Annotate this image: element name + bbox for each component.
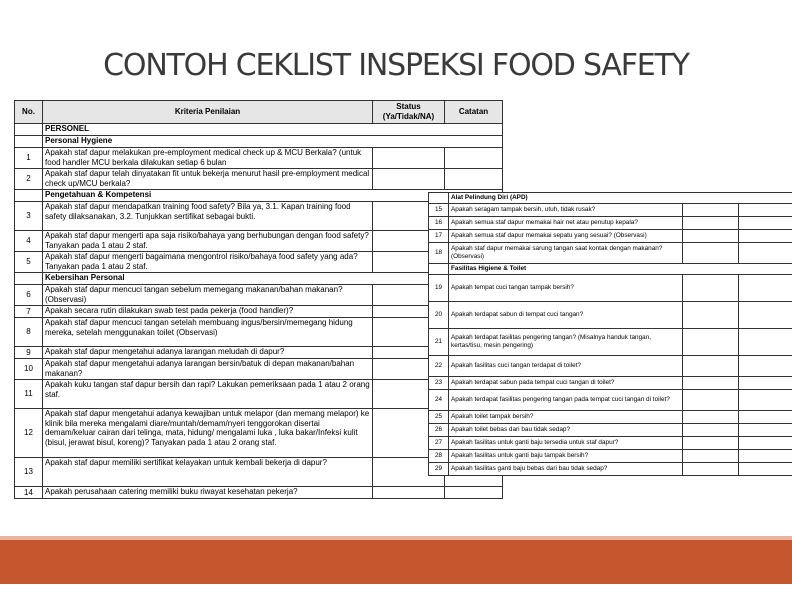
row-no: 12 <box>15 409 43 458</box>
row-text: Apakah fasilitas cuci tangan terdapat di toilet? <box>449 356 683 377</box>
table-header-row <box>15 101 503 124</box>
row-text: Apakah staf dapur mengetahui adanya kewajiban untuk melapor (dan memang melapor) ke klinik bila mereka mengalami diare/muntah/demam/nyeri tenggorokan disertai demam/keluar cairan dari telinga, mata, hidung/ mengalami luka , luka bakar/Infeksi kulit (bisul, jerawat bisul, koreng)? Tanyakan pada 1 atau 2 orang staf. <box>43 409 373 458</box>
section-row <box>429 264 792 275</box>
header-kriteria: Kriteria Penilaian <box>43 101 373 124</box>
row-no: 22 <box>429 356 449 377</box>
row-text: Apakah staf dapur mengerti bagaimana mengontrol risiko/bahaya food safety yang ada? Tanyakan pada 1 atau 2 staf. <box>43 252 373 273</box>
catatan-cell[interactable] <box>445 487 503 499</box>
status-cell[interactable] <box>683 204 739 217</box>
checklist-table-apd-fasilitas <box>428 192 792 476</box>
row-text: Apakah fasilitas untuk ganti baju tersedia untuk staf dapur? <box>449 437 683 450</box>
catatan-cell[interactable] <box>739 390 792 411</box>
section-pengetahuan: Pengetahuan & Kompetensi <box>43 190 503 202</box>
status-cell[interactable] <box>683 275 739 302</box>
row-text: Apakah perusahaan catering memiliki buku riwayat kesehatan pekerja? <box>43 487 373 499</box>
table-row <box>429 356 792 377</box>
row-text: Apakah terdapat fasilitas pengering tangan? (Misalnya handuk tangan, kertas/tisu, mesin pengering) <box>449 329 683 356</box>
row-no: 7 <box>15 306 43 318</box>
table-row <box>429 204 792 217</box>
row-text: Apakah tempat cuci tangan tampak bersih? <box>449 275 683 302</box>
row-text: Apakah terdapat sabun pada tempat cuci tangan di toilet? <box>449 377 683 390</box>
section-kebersihan: Kebersihan Personal <box>43 273 503 285</box>
row-no: 21 <box>429 329 449 356</box>
catatan-cell[interactable] <box>739 230 792 243</box>
status-cell[interactable] <box>683 243 739 264</box>
row-text: Apakah kuku tangan staf dapur bersih dan rapi? Lakukan pemeriksaan pada 1 atau 2 orang staf. <box>43 380 373 409</box>
section-fasilitas: Fasilitas Higiene & Toilet <box>449 264 792 275</box>
status-cell[interactable] <box>683 411 739 424</box>
table-row <box>429 217 792 230</box>
section-apd: Alat Pelindung Diri (APD) <box>449 193 792 204</box>
row-no: 6 <box>15 285 43 306</box>
row-no: 3 <box>15 202 43 231</box>
row-no: 17 <box>429 230 449 243</box>
row-no: 4 <box>15 231 43 252</box>
table-row <box>429 329 792 356</box>
row-text: Apakah seragam tampak bersih, utuh, tidak rusak? <box>449 204 683 217</box>
table-row <box>429 437 792 450</box>
row-text: Apakah toilet tampak bersih? <box>449 411 683 424</box>
table-row <box>429 411 792 424</box>
row-text: Apakah staf dapur melakukan pre-employment medical check up & MCU Berkala? (untuk food handler MCU berkala dilakukan setiap 6 bulan <box>43 148 373 169</box>
status-cell[interactable] <box>683 377 739 390</box>
catatan-cell[interactable] <box>739 377 792 390</box>
row-no: 5 <box>15 252 43 273</box>
row-text: Apakah fasilitas untuk ganti baju tampak bersih? <box>449 450 683 463</box>
row-no: 15 <box>429 204 449 217</box>
section-personel: PERSONEL <box>43 124 503 136</box>
table-row <box>15 487 503 499</box>
status-cell[interactable] <box>683 463 739 476</box>
header-catatan: Catatan <box>445 101 503 124</box>
status-cell[interactable] <box>683 450 739 463</box>
catatan-cell[interactable] <box>739 437 792 450</box>
status-cell[interactable] <box>373 169 445 190</box>
row-text: Apakah semua staf dapur memakai sepatu yang sesuai? (Observasi) <box>449 230 683 243</box>
row-no: 25 <box>429 411 449 424</box>
catatan-cell[interactable] <box>739 463 792 476</box>
row-no: 18 <box>429 243 449 264</box>
catatan-cell[interactable] <box>445 169 503 190</box>
row-text: Apakah staf dapur mencuci tangan sebelum memegang makanan/bahan makanan? (Observasi) <box>43 285 373 306</box>
row-no: 28 <box>429 450 449 463</box>
table-row <box>15 169 503 190</box>
row-no: 14 <box>15 487 43 499</box>
catatan-cell[interactable] <box>739 217 792 230</box>
catatan-cell[interactable] <box>739 204 792 217</box>
row-text: Apakah toilet bebas dari bau tidak sedap? <box>449 424 683 437</box>
catatan-cell[interactable] <box>739 243 792 264</box>
status-cell[interactable] <box>683 329 739 356</box>
row-no: 11 <box>15 380 43 409</box>
table-row <box>429 450 792 463</box>
row-no: 2 <box>15 169 43 190</box>
row-text: Apakah semua staf dapur memakai hair net atau penutup kepala? <box>449 217 683 230</box>
row-text: Apakah terdapat sabun di tempat cuci tangan? <box>449 302 683 329</box>
header-status: Status (Ya/Tidak/NA) <box>373 101 445 124</box>
row-no: 19 <box>429 275 449 302</box>
row-text: Apakah staf dapur mendapatkan training food safety? Bila ya, 3.1. Kapan training food safety dilaksanakan, 3.2. Tunjukkan sertifikat sebagai bukti. <box>43 202 373 231</box>
row-no: 26 <box>429 424 449 437</box>
table-row <box>429 243 792 264</box>
catatan-cell[interactable] <box>739 411 792 424</box>
row-text: Apakah staf dapur telah dinyatakan fit untuk bekerja menurut hasil pre-employment medical check up/MCU berkala? <box>43 169 373 190</box>
table-row <box>429 377 792 390</box>
table-row <box>15 148 503 169</box>
table-row <box>429 390 792 411</box>
section-row <box>15 124 503 136</box>
section-hygiene: Personal Hygiene <box>43 136 503 148</box>
slide-title: CONTOH CEKLIST INSPEKSI FOOD SAFETY <box>103 48 689 83</box>
table-row <box>429 463 792 476</box>
table-row <box>429 424 792 437</box>
row-no: 8 <box>15 318 43 347</box>
row-no: 24 <box>429 390 449 411</box>
catatan-cell[interactable] <box>739 329 792 356</box>
status-cell[interactable] <box>683 424 739 437</box>
catatan-cell[interactable] <box>739 424 792 437</box>
section-row <box>15 136 503 148</box>
row-text: Apakah staf dapur memiliki sertifikat kelayakan untuk kembali bekerja di dapur? <box>43 458 373 487</box>
footer-bar <box>0 540 792 584</box>
row-text: Apakah staf dapur memakai sarung tangan saat kontak dengan makanan? (Observasi) <box>449 243 683 264</box>
row-no: 20 <box>429 302 449 329</box>
row-text: Apakah staf dapur mengetahui adanya larangan bersin/batuk di depan makanan/bahan makanan? <box>43 359 373 380</box>
status-cell[interactable] <box>683 302 739 329</box>
section-row <box>429 193 792 204</box>
row-no: 23 <box>429 377 449 390</box>
status-cell[interactable] <box>683 356 739 377</box>
row-text: Apakah fasilitas ganti baju bebas dari bau tidak sedap? <box>449 463 683 476</box>
row-text: Apakah terdapat fasilitas pengering tangan pada tempat cuci tangan di toilet? <box>449 390 683 411</box>
row-no: 10 <box>15 359 43 380</box>
status-cell[interactable] <box>683 390 739 411</box>
table-row <box>429 230 792 243</box>
row-text: Apakah staf dapur mengerti apa saja risiko/bahaya yang berhubungan dengan food safety? Tanyakan pada 1 atau 2 staf. <box>43 231 373 252</box>
catatan-cell[interactable] <box>739 275 792 302</box>
status-cell[interactable] <box>683 230 739 243</box>
catatan-cell[interactable] <box>739 450 792 463</box>
table-row <box>429 302 792 329</box>
catatan-cell[interactable] <box>739 302 792 329</box>
catatan-cell[interactable] <box>739 356 792 377</box>
row-no: 1 <box>15 148 43 169</box>
table-row <box>429 275 792 302</box>
header-no: No. <box>15 101 43 124</box>
row-no: 27 <box>429 437 449 450</box>
status-cell[interactable] <box>683 437 739 450</box>
row-text: Apakah staf dapur mencuci tangan setelah membuang ingus/bersin/memegang hidung mereka, setelah menggunakan toilet (Observasi) <box>43 318 373 347</box>
row-no: 9 <box>15 347 43 359</box>
row-text: Apakah secara rutin dilakukan swab test pada pekerja (food handler)? <box>43 306 373 318</box>
status-cell[interactable] <box>683 217 739 230</box>
catatan-cell[interactable] <box>445 148 503 169</box>
row-no: 13 <box>15 458 43 487</box>
row-no: 16 <box>429 217 449 230</box>
status-cell[interactable] <box>373 487 445 499</box>
row-text: Apakah staf dapur mengetahui adanya larangan meludah di dapur? <box>43 347 373 359</box>
row-no: 29 <box>429 463 449 476</box>
status-cell[interactable] <box>373 148 445 169</box>
